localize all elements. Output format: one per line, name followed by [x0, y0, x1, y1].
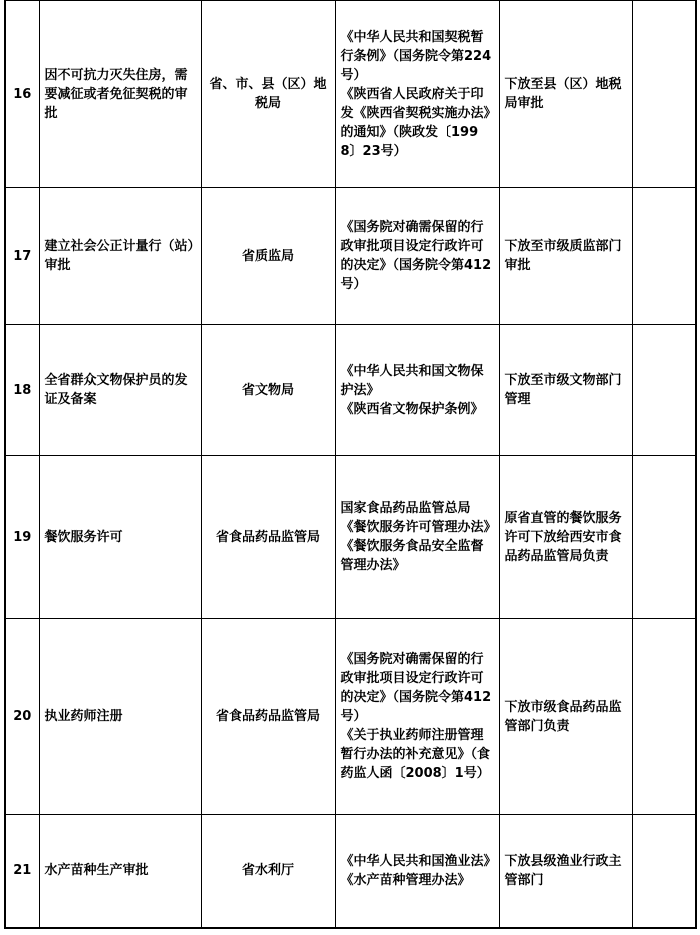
- item-department: 省文物局: [201, 325, 335, 456]
- table-row: [5, 1, 696, 188]
- item-handling: 原省直管的餐饮服务许可下放给西安市食品药品监管局负责: [499, 456, 632, 619]
- item-name: 餐饮服务许可: [39, 456, 201, 619]
- basis-line: 《陕西省文物保护条例》: [340, 401, 484, 417]
- item-name: 执业药师注册: [39, 619, 201, 815]
- table-row: [5, 188, 696, 325]
- basis-line: 《水产苗种管理办法》: [340, 872, 471, 888]
- item-name: 因不可抗力灭失住房，需要减征或者免征契税的审批: [39, 1, 201, 188]
- item-handling: 下放县级渔业行政主管部门: [499, 815, 632, 928]
- item-remark: [632, 1, 696, 188]
- item-department: 省质监局: [201, 188, 335, 325]
- item-handling: 下放至县（区）地税局审批: [499, 1, 632, 188]
- item-legal-basis: [335, 188, 499, 325]
- item-number: 18: [5, 325, 39, 456]
- table-row: [5, 325, 696, 456]
- item-number: 19: [5, 456, 39, 619]
- item-legal-basis: [335, 619, 499, 815]
- item-number: 21: [5, 815, 39, 928]
- item-legal-basis: [335, 815, 499, 928]
- basis-line: 《陕西省人民政府关于印发《陕西省契税实施办法》的通知》（陕政发〔1998〕23号）: [340, 86, 491, 159]
- item-handling: 下放至市级质监部门审批: [499, 188, 632, 325]
- basis-line: 《中华人民共和国文物保护法》: [340, 363, 484, 398]
- basis-line: 《餐饮服务食品安全监督管理办法》: [340, 539, 484, 573]
- item-name: 水产苗种生产审批: [39, 815, 201, 928]
- item-name: 全省群众文物保护员的发证及备案: [39, 325, 201, 456]
- item-handling: 下放市级食品药品监管部门负责: [499, 619, 632, 815]
- item-number: 16: [5, 1, 39, 188]
- table-row: [5, 619, 696, 815]
- item-remark: [632, 325, 696, 456]
- item-handling: 下放至市级文物部门管理: [499, 325, 632, 456]
- basis-line: 《国务院对确需保留的行政审批项目设定行政许可的决定》（国务院令第412号）: [340, 652, 492, 724]
- item-legal-basis: [335, 1, 499, 188]
- item-remark: [632, 188, 696, 325]
- table-row: [5, 815, 696, 928]
- item-department: 省食品药品监管局: [201, 619, 335, 815]
- item-legal-basis: [335, 456, 499, 619]
- basis-line: 国家食品药品监管总局《餐饮服务许可管理办法》: [340, 501, 497, 535]
- item-legal-basis: [335, 325, 499, 456]
- table-row: [5, 456, 696, 619]
- item-remark: [632, 619, 696, 815]
- approval-items-table: [4, 0, 697, 929]
- item-department: 省食品药品监管局: [201, 456, 335, 619]
- item-remark: [632, 456, 696, 619]
- item-department: 省水利厅: [201, 815, 335, 928]
- basis-line: 《关于执业药师注册管理暂行办法的补充意见》（食药监人函〔2008〕1号）: [340, 728, 491, 781]
- item-name: 建立社会公正计量行（站）审批: [39, 188, 201, 325]
- item-number: 20: [5, 619, 39, 815]
- basis-line: 《中华人民共和国契税暂行条例》（国务院令第224号）: [340, 29, 492, 83]
- basis-line: 《中华人民共和国渔业法》: [340, 853, 497, 869]
- item-number: 17: [5, 188, 39, 325]
- item-department: 省、市、县（区）地税局: [201, 1, 335, 188]
- item-remark: [632, 815, 696, 928]
- basis-line: 《国务院对确需保留的行政审批项目设定行政许可的决定》（国务院令第412号）: [340, 220, 492, 292]
